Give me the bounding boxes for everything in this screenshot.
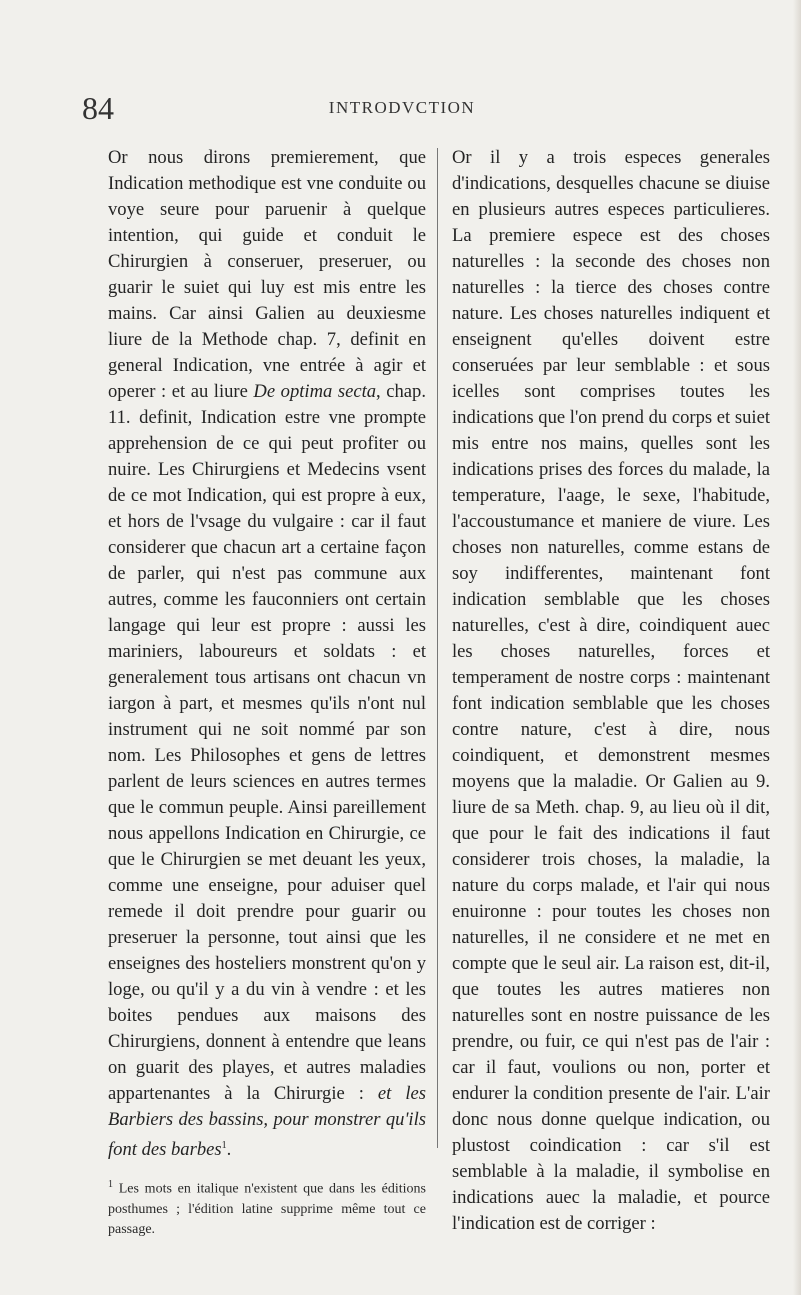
footnote-marker: 1 (108, 1179, 113, 1191)
right-column (452, 145, 770, 1237)
page-edge (793, 0, 801, 1295)
left-column (108, 145, 426, 1240)
footnote-reference: 1 (221, 1140, 227, 1151)
footnote-text: Les mots en italique n'existent que dans les éditions posthumes ; l'édition latine supprime même tout ce passage. (108, 1181, 427, 1237)
book-title-italic: De optima secta (253, 381, 377, 402)
footnote (108, 1175, 426, 1240)
left-paragraph-main: Or nous dirons premierement, que Indication methodique est vne conduite ou voye seure pour paruenir à quelque intention, qui guide et conduit le Chirurgien à conseruer, preseruer, ou guarir le suiet qui luy est mis entre les mains. Car ainsi Galien au deuxiesme liure de la Methode chap. 7, definit en general Indication, vne entrée à agir et operer : et au liure (108, 147, 426, 402)
right-paragraph: Or il y a trois especes generales d'indications, desquelles chacune se diuise en plusieurs autres especes particulieres. La premiere espece est des choses naturelles : la seconde des choses non naturelles : la tierce des choses contre nature. Les choses naturelles indiquent et enseignent qu'elles doivent estre conseruées par leur semblable : et sous icelles sont comprises toutes les indications que l'on prend du corps et suiet mis entre nos mains, quelles sont les indications prises des forces du malade, la temperature, l'aage, le sexe, l'habitude, l'accoustumance et maniere de viure. Les choses non naturelles, comme estans de soy indifferentes, maintenant font indication semblable que les choses naturelles, c'est à dire, coindiquent auec les choses naturelles, forces et temperament de nostre corps : maintenant font indication semblable que les choses contre nature, c'est à dire, nous coindiquent, et demonstrent mesmes moyens que la maladie. Or Galien au 9. liure de sa Meth. chap. 9, au lieu où il dit, que pour le fait des indications il faut considerer trois choses, la maladie, la nature du corps malade, et l'air qui nous enuironne : pour toutes les choses non naturelles, il ne considere et ne met en compte que le seul air. La raison est, dit-il, que toutes les autres matieres non naturelles sont en nostre puissance de les prendre, ou fuir, ce qui n'est pas de l'air : car il faut, voulions ou non, porter et endurer la condition presente de l'air. L'air donc nous donne quelque indication, ou plustost coindication : car s'il est semblable à la maladie, il symbolise en indications auec la maladie, et pource l'indication est de corriger : (452, 147, 770, 1234)
page-header (82, 88, 722, 128)
running-head: INTRODVCTION (328, 98, 476, 117)
left-paragraph: Or nous dirons premierement, que Indication methodique est vne conduite ou voye seure pour paruenir à quelque intention, qui guide et conduit le Chirurgien à conseruer, preseruer, ou guarir le suiet qui luy est mis entre les mains. Car ainsi Galien au deuxiesme liure de la Methode chap. 7, definit en general Indication, vne entrée à agir et operer : et au liure De optima secta, chap. 11. definit, Indication estre vne prompte apprehension de ce qui peut profiter ou nuire. Les Chirurgiens et Medecins vsent de ce mot Indication, qui est propre à eux, et hors de l'vsage du vulgaire : car il faut considerer que chacun art a certaine façon de parler, qui n'est pas commune aux autres, comme les fauconniers ont certain langage qui leur est propre : aussi les mariniers, laboureurs et soldats : et generalement tous artisans ont chacun vn iargon à part, et mesmes qu'ils n'ont nul instrument qui ne soit nommé par son nom. Les Philosophes et gens de lettres parlent de leurs sciences en autres termes que le commun peuple. Ainsi pareillement nous appellons Indication en Chirurgie, ce que le Chirurgien se met deuant les yeux, comme une enseigne, pour aduiser quel remede il doit prendre pour guarir ou preseruer la personne, tout ainsi que les enseignes des hosteliers monstrent qu'on y loge, ou qu'il y a du vin à vendre : et les boites pendues aux maisons des Chirurgiens, donnent à entendre que leans on guarit des playes, et autres maladies appartenantes à la Chirurgie : et les Barbiers des bassins, pour monstrer qu'ils font des barbes$^1$. (108, 147, 426, 1161)
italic-closing-text: et les Barbiers des bassins, pour monstrer qu'ils font des barbes (108, 1083, 426, 1161)
column-divider (437, 148, 438, 1148)
page-number: 84 (82, 90, 114, 126)
left-paragraph-continued: , chap. 11. definit, Indication estre vne prompte apprehension de ce qui peut profiter ou nuire. Les Chirurgiens et Medecins vsent de ce mot Indication, qui est propre à eux, et hors de l'vsage du vulgaire : car il faut considerer que chacun art a certaine façon de parler, qui n'est pas commune aux autres, comme les fauconniers ont certain langage qui leur est propre : aussi les mariniers, laboureurs et soldats : et generalement tous artisans ont chacun vn iargon à part, et mesmes qu'ils n'ont nul instrument qui ne soit nommé par son nom. Les Philosophes et gens de lettres parlent de leurs sciences en autres termes que le commun peuple. Ainsi pareillement nous appellons Indication en Chirurgie, ce que le Chirurgien se met deuant les yeux, comme une enseigne, pour aduiser quel remede il doit prendre pour guarir ou preseruer la personne, tout ainsi que les enseignes des hosteliers monstrent qu'on y loge, ou qu'il y a du vin à vendre : et les boites pendues aux maisons des Chirurgiens, donnent à entendre que leans on guarit des playes, et autres maladies appartenantes à la Chirurgie : (108, 381, 426, 1104)
